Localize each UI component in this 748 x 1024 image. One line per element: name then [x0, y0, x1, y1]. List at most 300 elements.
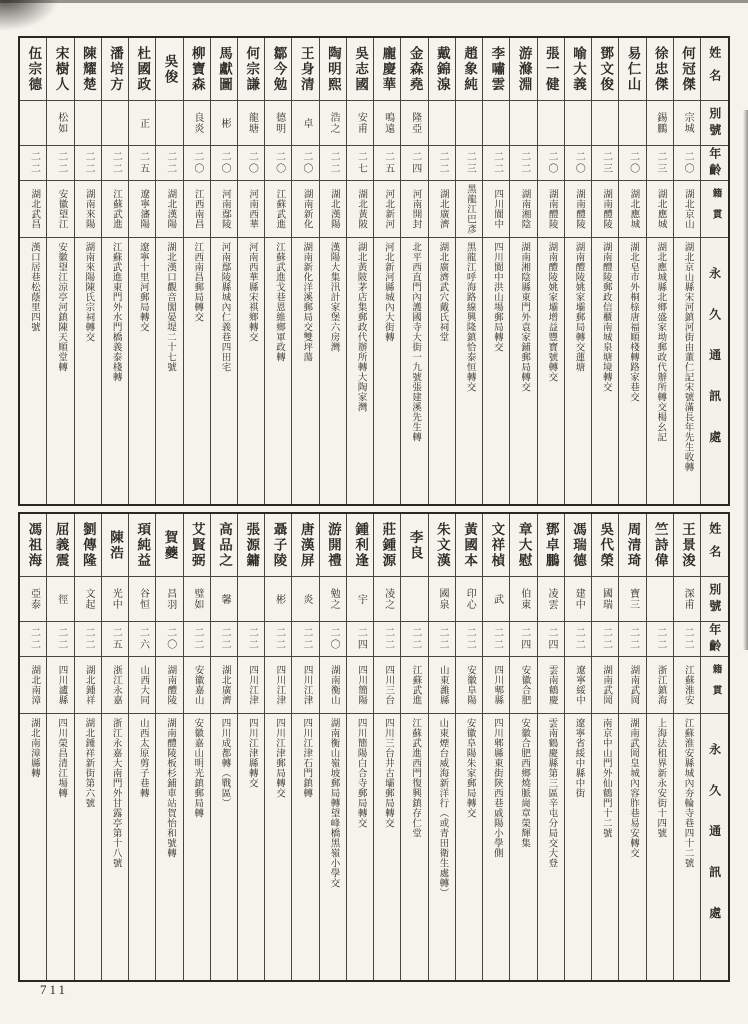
person-column [373, 514, 400, 980]
person-address: 江蘇武進東門外水門橋義泰棧轉 [102, 237, 128, 504]
person-age: 二五 [102, 621, 128, 656]
person-age: 二〇 [292, 145, 318, 180]
person-alias: 凌雲 [538, 576, 564, 621]
person-alias: 璧如 [184, 576, 210, 621]
person-column [128, 38, 155, 504]
person-age: 二三 [456, 145, 482, 180]
person-native-place: 湖北應城 [647, 180, 673, 237]
person-column [319, 514, 346, 980]
person-alias [592, 100, 618, 145]
person-column [564, 38, 591, 504]
person-column [74, 38, 101, 504]
directory-table-top [18, 36, 730, 506]
person-age: 二二 [102, 145, 128, 180]
person-age: 二二 [429, 621, 455, 656]
person-age: 二〇 [538, 145, 564, 180]
person-age: 二五 [129, 145, 155, 180]
person-name: 金森堯 [407, 45, 423, 93]
person-age: 二四 [538, 621, 564, 656]
person-native-place: 湖北廣濟 [211, 656, 237, 713]
person-column [101, 514, 128, 980]
person-address: 湖北鍾祥新街第六號 [75, 713, 101, 980]
person-address: 安徽望江涼亭河鎮陳天順堂轉 [47, 237, 73, 504]
person-column [564, 514, 591, 980]
person-name: 劉傳隆 [80, 521, 96, 569]
person-native-place: 湖南武岡 [619, 656, 645, 713]
person-address: 湖北漢口觀音閣晏堤二十七號 [156, 237, 182, 504]
person-column [183, 38, 210, 504]
person-address: 湖南醴陵姚家壩郵局轉交蓮塘 [565, 237, 591, 504]
person-alias: 松如 [47, 100, 73, 145]
column-header-age: 年齡 [701, 621, 728, 656]
person-native-place: 湖北漢陽 [320, 180, 346, 237]
person-address: 漢陽大集汛計家堡六房灣 [320, 237, 346, 504]
person-column [646, 514, 673, 980]
person-alias [538, 100, 564, 145]
person-native-place: 四川閬中 [483, 180, 509, 237]
person-alias [647, 576, 673, 621]
person-age: 二〇 [619, 145, 645, 180]
person-address: 安徽合肥西鄉燒脈崗章榮輝集 [510, 713, 536, 980]
person-name: 王景浚 [679, 521, 695, 569]
person-native-place: 安徽望江 [47, 180, 73, 237]
person-alias: 徑 [47, 576, 73, 621]
person-age: 二二 [592, 621, 618, 656]
person-name: 鄧卓鵬 [543, 521, 559, 569]
person-column [291, 38, 318, 504]
person-alias: 國瑞 [592, 576, 618, 621]
person-alias: 深甫 [674, 576, 700, 621]
person-alias: 良炎 [184, 100, 210, 145]
person-address: 湖南新化洋溪郵局交雙坪蕩 [292, 237, 318, 504]
person-native-place: 四川江津 [292, 656, 318, 713]
person-native-place: 河南鄢陵 [211, 180, 237, 237]
header-column [700, 38, 728, 504]
person-column [509, 514, 536, 980]
person-age: 二三 [592, 145, 618, 180]
person-age: 二〇 [156, 621, 182, 656]
person-name: 文祥楨 [489, 521, 505, 569]
column-header-address: 永久通訊處 [701, 713, 728, 976]
person-name: 朱文漢 [434, 521, 450, 569]
person-name: 王身清 [298, 45, 314, 93]
person-column [428, 514, 455, 980]
person-name: 張一健 [543, 45, 559, 93]
person-alias: 彬 [211, 100, 237, 145]
person-alias: 寶三 [619, 576, 645, 621]
person-address: 四川三台井古壩郵局轉交 [374, 713, 400, 980]
person-address: 湖北南漳縣轉 [20, 713, 46, 980]
person-address: 四川簡陽白合寺郵局轉交 [347, 713, 373, 980]
person-column [128, 514, 155, 980]
person-address: 湖南衡山嶺坡郵局轉望峰橋黑嶺小學交 [320, 713, 346, 980]
person-column [509, 38, 536, 504]
person-native-place: 山東濰縣 [429, 656, 455, 713]
person-name: 章大慰 [516, 521, 532, 569]
person-age: 二二 [184, 621, 210, 656]
person-column [20, 38, 46, 504]
person-address: 湖北京山縣宋河鎮河街由董仁記宋號滿長年先生收轉 [674, 237, 700, 504]
person-address: 四川郫縣東街陝西巷戚陽小學側 [483, 713, 509, 980]
column-header-address: 永久通訊處 [701, 237, 728, 500]
person-name: 屈義震 [53, 521, 69, 569]
person-address: 四川江津郵局轉交 [265, 713, 291, 980]
person-name: 鄧文俊 [598, 45, 614, 93]
person-alias [510, 100, 536, 145]
person-column [455, 514, 482, 980]
person-alias [619, 100, 645, 145]
person-address: 雲南鶴慶縣第三區辛屯分局交大登 [538, 713, 564, 980]
person-name: 陳耀楚 [80, 45, 96, 93]
person-native-place: 黑龍江巴彥 [456, 180, 482, 237]
person-age: 二二 [75, 145, 101, 180]
column-header-native-place: 籍貫 [701, 180, 728, 237]
person-address: 湖北廣濟武穴戴氏祠堂 [429, 237, 455, 504]
person-column [482, 38, 509, 504]
person-name: 黃國本 [462, 521, 478, 569]
person-native-place: 安徽阜陽 [456, 656, 482, 713]
person-column [264, 38, 291, 504]
column-header-alias: 別號 [701, 100, 728, 145]
person-alias: 昌羽 [156, 576, 182, 621]
person-name: 賀夔 [162, 529, 178, 561]
person-column [591, 38, 618, 504]
person-age: 二四 [347, 621, 373, 656]
person-column [618, 38, 645, 504]
person-alias [20, 100, 46, 145]
person-alias: 建中 [565, 576, 591, 621]
person-name: 竺詩偉 [652, 521, 668, 569]
person-alias [238, 576, 264, 621]
person-name: 何宗謙 [244, 45, 260, 93]
person-address: 四川閬中洪山場郵局轉交 [483, 237, 509, 504]
person-name: 潘培方 [108, 45, 124, 93]
person-name: 柳寶森 [189, 45, 205, 93]
person-native-place: 四川江津 [238, 656, 264, 713]
person-column [46, 514, 73, 980]
column-header-name: 姓名 [707, 522, 722, 568]
person-native-place: 湖南湘陰 [510, 180, 536, 237]
person-address: 浙江永嘉大南門外甘露亭第十八號 [102, 713, 128, 980]
person-age: 二二 [20, 621, 46, 656]
person-alias: 宗城 [674, 100, 700, 145]
person-native-place: 江蘇武進 [401, 656, 427, 713]
person-name: 高品之 [216, 521, 232, 569]
person-age: 二五 [374, 145, 400, 180]
person-address: 河南西華縣宋祺鄉轉交 [238, 237, 264, 504]
person-column [237, 514, 264, 980]
person-native-place: 山西大同 [129, 656, 155, 713]
column-header-name: 姓名 [707, 46, 722, 92]
person-address: 黑龍江呼海路線興隆鎮恰泰恒轉交 [456, 237, 482, 504]
person-alias: 隆亞 [401, 100, 427, 145]
person-column [46, 38, 73, 504]
person-native-place: 湖南新化 [292, 180, 318, 237]
person-name: 吳志國 [353, 45, 369, 93]
person-column [319, 38, 346, 504]
person-alias [483, 100, 509, 145]
person-age: 二二 [47, 621, 73, 656]
person-alias: 浩之 [320, 100, 346, 145]
person-age: 二二 [265, 621, 291, 656]
person-address: 湖南醴陵板杉鋪車站賀怡和號轉 [156, 713, 182, 980]
person-native-place: 湖北應城 [619, 180, 645, 237]
person-address: 北平西直門內護國寺大街一九號張建溪先生轉 [401, 237, 427, 504]
person-age: 二七 [347, 145, 373, 180]
person-age: 二二 [565, 621, 591, 656]
person-alias: 印心 [456, 576, 482, 621]
person-age: 二二 [320, 145, 346, 180]
person-address: 山東煙台威海新洋行（或青田衛生處轉） [429, 713, 455, 980]
scan-edge-artifact [743, 110, 748, 650]
person-address: （戰區）四川成都轉 [211, 713, 237, 980]
person-age: 二〇 [565, 145, 591, 180]
person-column [264, 514, 291, 980]
person-alias: 卓 [292, 100, 318, 145]
person-native-place: 江蘇淮安 [674, 656, 700, 713]
person-name: 陳浩 [108, 529, 124, 561]
person-column [101, 38, 128, 504]
directory-frame [18, 36, 730, 982]
person-name: 宋樹人 [53, 45, 69, 93]
person-alias [156, 100, 182, 145]
person-column [183, 514, 210, 980]
person-alias: 伯東 [510, 576, 536, 621]
person-alias: 宇 [347, 576, 373, 621]
person-column [346, 38, 373, 504]
person-alias: 馨 [211, 576, 237, 621]
person-age: 二二 [483, 145, 509, 180]
person-alias: 炎 [292, 576, 318, 621]
page-number: 711 [40, 982, 69, 997]
person-native-place: 湖北鍾祥 [75, 656, 101, 713]
person-alias: 正 [129, 100, 155, 145]
person-native-place: 四川郫縣 [483, 656, 509, 713]
person-address: 四川榮昌清江場轉 [47, 713, 73, 980]
person-native-place: 浙江鎮海 [647, 656, 673, 713]
person-address: 湖南來陽陳氏宗祠轉交 [75, 237, 101, 504]
person-alias: 錫鵬 [647, 100, 673, 145]
person-column [20, 514, 46, 980]
person-column [646, 38, 673, 504]
person-column [74, 514, 101, 980]
person-name: 游開禮 [325, 521, 341, 569]
person-age: 二二 [374, 621, 400, 656]
person-age: 二〇 [184, 145, 210, 180]
person-column [673, 38, 700, 504]
person-alias [102, 100, 128, 145]
person-name: 馬獻圖 [216, 45, 232, 93]
person-alias: 安甫 [347, 100, 373, 145]
person-alias [565, 100, 591, 145]
person-address: 四川江津石門鎮轉 [292, 713, 318, 980]
person-name: 莊鍾源 [380, 521, 396, 569]
person-name: 吳代榮 [598, 521, 614, 569]
person-name: 龐慶華 [380, 45, 396, 93]
person-column [155, 514, 182, 980]
person-alias [429, 100, 455, 145]
person-address: 湖南湘陰縣東門外袁家鋪郵局轉交 [510, 237, 536, 504]
person-native-place: 安徽合肥 [510, 656, 536, 713]
person-alias: 龍塘 [238, 100, 264, 145]
person-name: 何冠傑 [679, 45, 695, 93]
header-column [700, 514, 728, 980]
person-native-place: 江蘇武進 [102, 180, 128, 237]
person-age: 二二 [483, 621, 509, 656]
person-native-place: 安徽嘉山 [184, 656, 210, 713]
person-alias: 凌之 [374, 576, 400, 621]
person-column [237, 38, 264, 504]
person-name: 戴錦湶 [434, 45, 450, 93]
person-age: 二〇 [265, 145, 291, 180]
person-name: 唐漢屏 [298, 521, 314, 569]
person-column [591, 514, 618, 980]
person-alias [75, 100, 101, 145]
person-native-place: 河北新河 [374, 180, 400, 237]
person-age: 二二 [20, 145, 46, 180]
person-name: 游滌淵 [516, 45, 532, 93]
person-column [400, 514, 427, 980]
person-alias: 武 [483, 576, 509, 621]
person-name: 伍宗德 [26, 45, 42, 93]
person-age: 二二 [47, 145, 73, 180]
person-native-place: 遼寧綏中 [565, 656, 591, 713]
column-header-alias: 別號 [701, 576, 728, 621]
person-name: 張源鏞 [244, 521, 260, 569]
person-column [291, 514, 318, 980]
person-age: 二二 [647, 621, 673, 656]
person-address: 安徽嘉山明光鎮郵局轉 [184, 713, 210, 980]
person-column [346, 514, 373, 980]
person-alias: 勉之 [320, 576, 346, 621]
person-native-place: 湖南武岡 [592, 656, 618, 713]
person-address: 漢口居巷松蔭里四號 [20, 237, 46, 504]
person-alias: 德明 [265, 100, 291, 145]
directory-table-bottom [18, 512, 730, 982]
person-native-place: 湖南來陽 [75, 180, 101, 237]
person-name: 陶明熙 [325, 45, 341, 93]
person-address: 湖南醴陵姚家壩增益豐寶號轉交 [538, 237, 564, 504]
person-native-place: 湖北漢陽 [156, 180, 182, 237]
person-name: 頊純益 [135, 521, 151, 569]
person-age: 二二 [429, 145, 455, 180]
person-native-place: 湖南醴陵 [538, 180, 564, 237]
person-age: 二二 [156, 145, 182, 180]
person-alias: 國泉 [429, 576, 455, 621]
scan-smudge-artifact [0, 0, 64, 34]
person-name: 杜國政 [135, 45, 151, 93]
person-address: 河南鄢陵縣城內仁義巷四田宅 [211, 237, 237, 504]
person-column [373, 38, 400, 504]
person-alias: 鳴遠 [374, 100, 400, 145]
person-name: 鄒今勉 [271, 45, 287, 93]
person-age: 二二 [456, 621, 482, 656]
person-name: 吳俊 [162, 53, 178, 85]
person-native-place: 湖南衡山 [320, 656, 346, 713]
person-age: 二六 [129, 621, 155, 656]
person-alias: 光中 [102, 576, 128, 621]
column-header-age: 年齡 [701, 145, 728, 180]
person-column [455, 38, 482, 504]
person-age: 二〇 [320, 621, 346, 656]
person-name: 馮祖海 [26, 521, 42, 569]
person-age: 二二 [674, 621, 700, 656]
person-name: 李嘯雲 [489, 45, 505, 93]
person-age: 二二 [211, 621, 237, 656]
person-name: 易仁山 [625, 45, 641, 93]
person-name: 趙象純 [462, 45, 478, 93]
person-address: 山西太原剪子巷轉 [129, 713, 155, 980]
person-address: 遼寧省綏中縣中街 [565, 713, 591, 980]
person-address: 湖南武岡皇城內容胙巷易安轉交 [619, 713, 645, 980]
person-native-place: 江蘇武進 [265, 180, 291, 237]
person-column [482, 514, 509, 980]
scan-edge-artifact [0, 0, 748, 3]
person-age: 二二 [75, 621, 101, 656]
person-column [537, 38, 564, 504]
person-address: 湖北黃陂茅店集郵政代辦所轉大陶家灣 [347, 237, 373, 504]
person-name: 艾賢弼 [189, 521, 205, 569]
person-native-place: 四川簡陽 [347, 656, 373, 713]
person-age: 二四 [510, 621, 536, 656]
person-address: 江蘇武進戈巷恩維鄉軍政轉 [265, 237, 291, 504]
person-column [537, 514, 564, 980]
person-native-place: 湖北武昌 [20, 180, 46, 237]
person-column [428, 38, 455, 504]
person-address: 河北新河縣城內大街轉 [374, 237, 400, 504]
person-address: 江西南昌郵局轉交 [184, 237, 210, 504]
person-column [155, 38, 182, 504]
person-alias: 文起 [75, 576, 101, 621]
person-column [618, 514, 645, 980]
person-address: 湖南醴陵郵政信櫃南城泉塘境轉交 [592, 237, 618, 504]
person-age: 二二 [401, 621, 427, 656]
person-age: 二四 [401, 145, 427, 180]
person-alias: 亞泰 [20, 576, 46, 621]
person-address: 江蘇武進西門復興鎮存仁堂 [401, 713, 427, 980]
person-age: 二〇 [674, 145, 700, 180]
person-age: 二〇 [238, 145, 264, 180]
person-native-place: 湖北黃陂 [347, 180, 373, 237]
person-native-place: 遼寧瀋陽 [129, 180, 155, 237]
person-age: 二二 [510, 145, 536, 180]
person-column [210, 514, 237, 980]
person-column [400, 38, 427, 504]
person-column [210, 38, 237, 504]
person-address: 湖北應城縣北鄉盛家坳郵政代辦所轉交楊幺記 [647, 237, 673, 504]
person-age: 二三 [647, 145, 673, 180]
column-header-native-place: 籍貫 [701, 656, 728, 713]
person-name: 喻大義 [571, 45, 587, 93]
person-alias [456, 100, 482, 145]
person-address: 上海法租界新永安街十四號 [647, 713, 673, 980]
person-native-place: 湖北京山 [674, 180, 700, 237]
person-address: 南京中山門外仙鶴門十二號 [592, 713, 618, 980]
person-name: 鍾利逢 [353, 521, 369, 569]
person-address: 安徽阜陽朱家郵局轉交 [456, 713, 482, 980]
person-address: 遼寧十里河郵局轉交 [129, 237, 155, 504]
person-native-place: 四川三台 [374, 656, 400, 713]
person-address: 四川江津縣轉交 [238, 713, 264, 980]
person-native-place: 河南西華 [238, 180, 264, 237]
person-alias: 彬 [265, 576, 291, 621]
person-name: 馮瑞德 [571, 521, 587, 569]
person-address: 江蘇淮安縣城內夯輪寺巷四十二號 [674, 713, 700, 980]
person-native-place: 雲南鶴慶 [538, 656, 564, 713]
person-name: 李良 [407, 529, 423, 561]
person-native-place: 湖南醴陵 [592, 180, 618, 237]
person-name: 周清琦 [625, 521, 641, 569]
